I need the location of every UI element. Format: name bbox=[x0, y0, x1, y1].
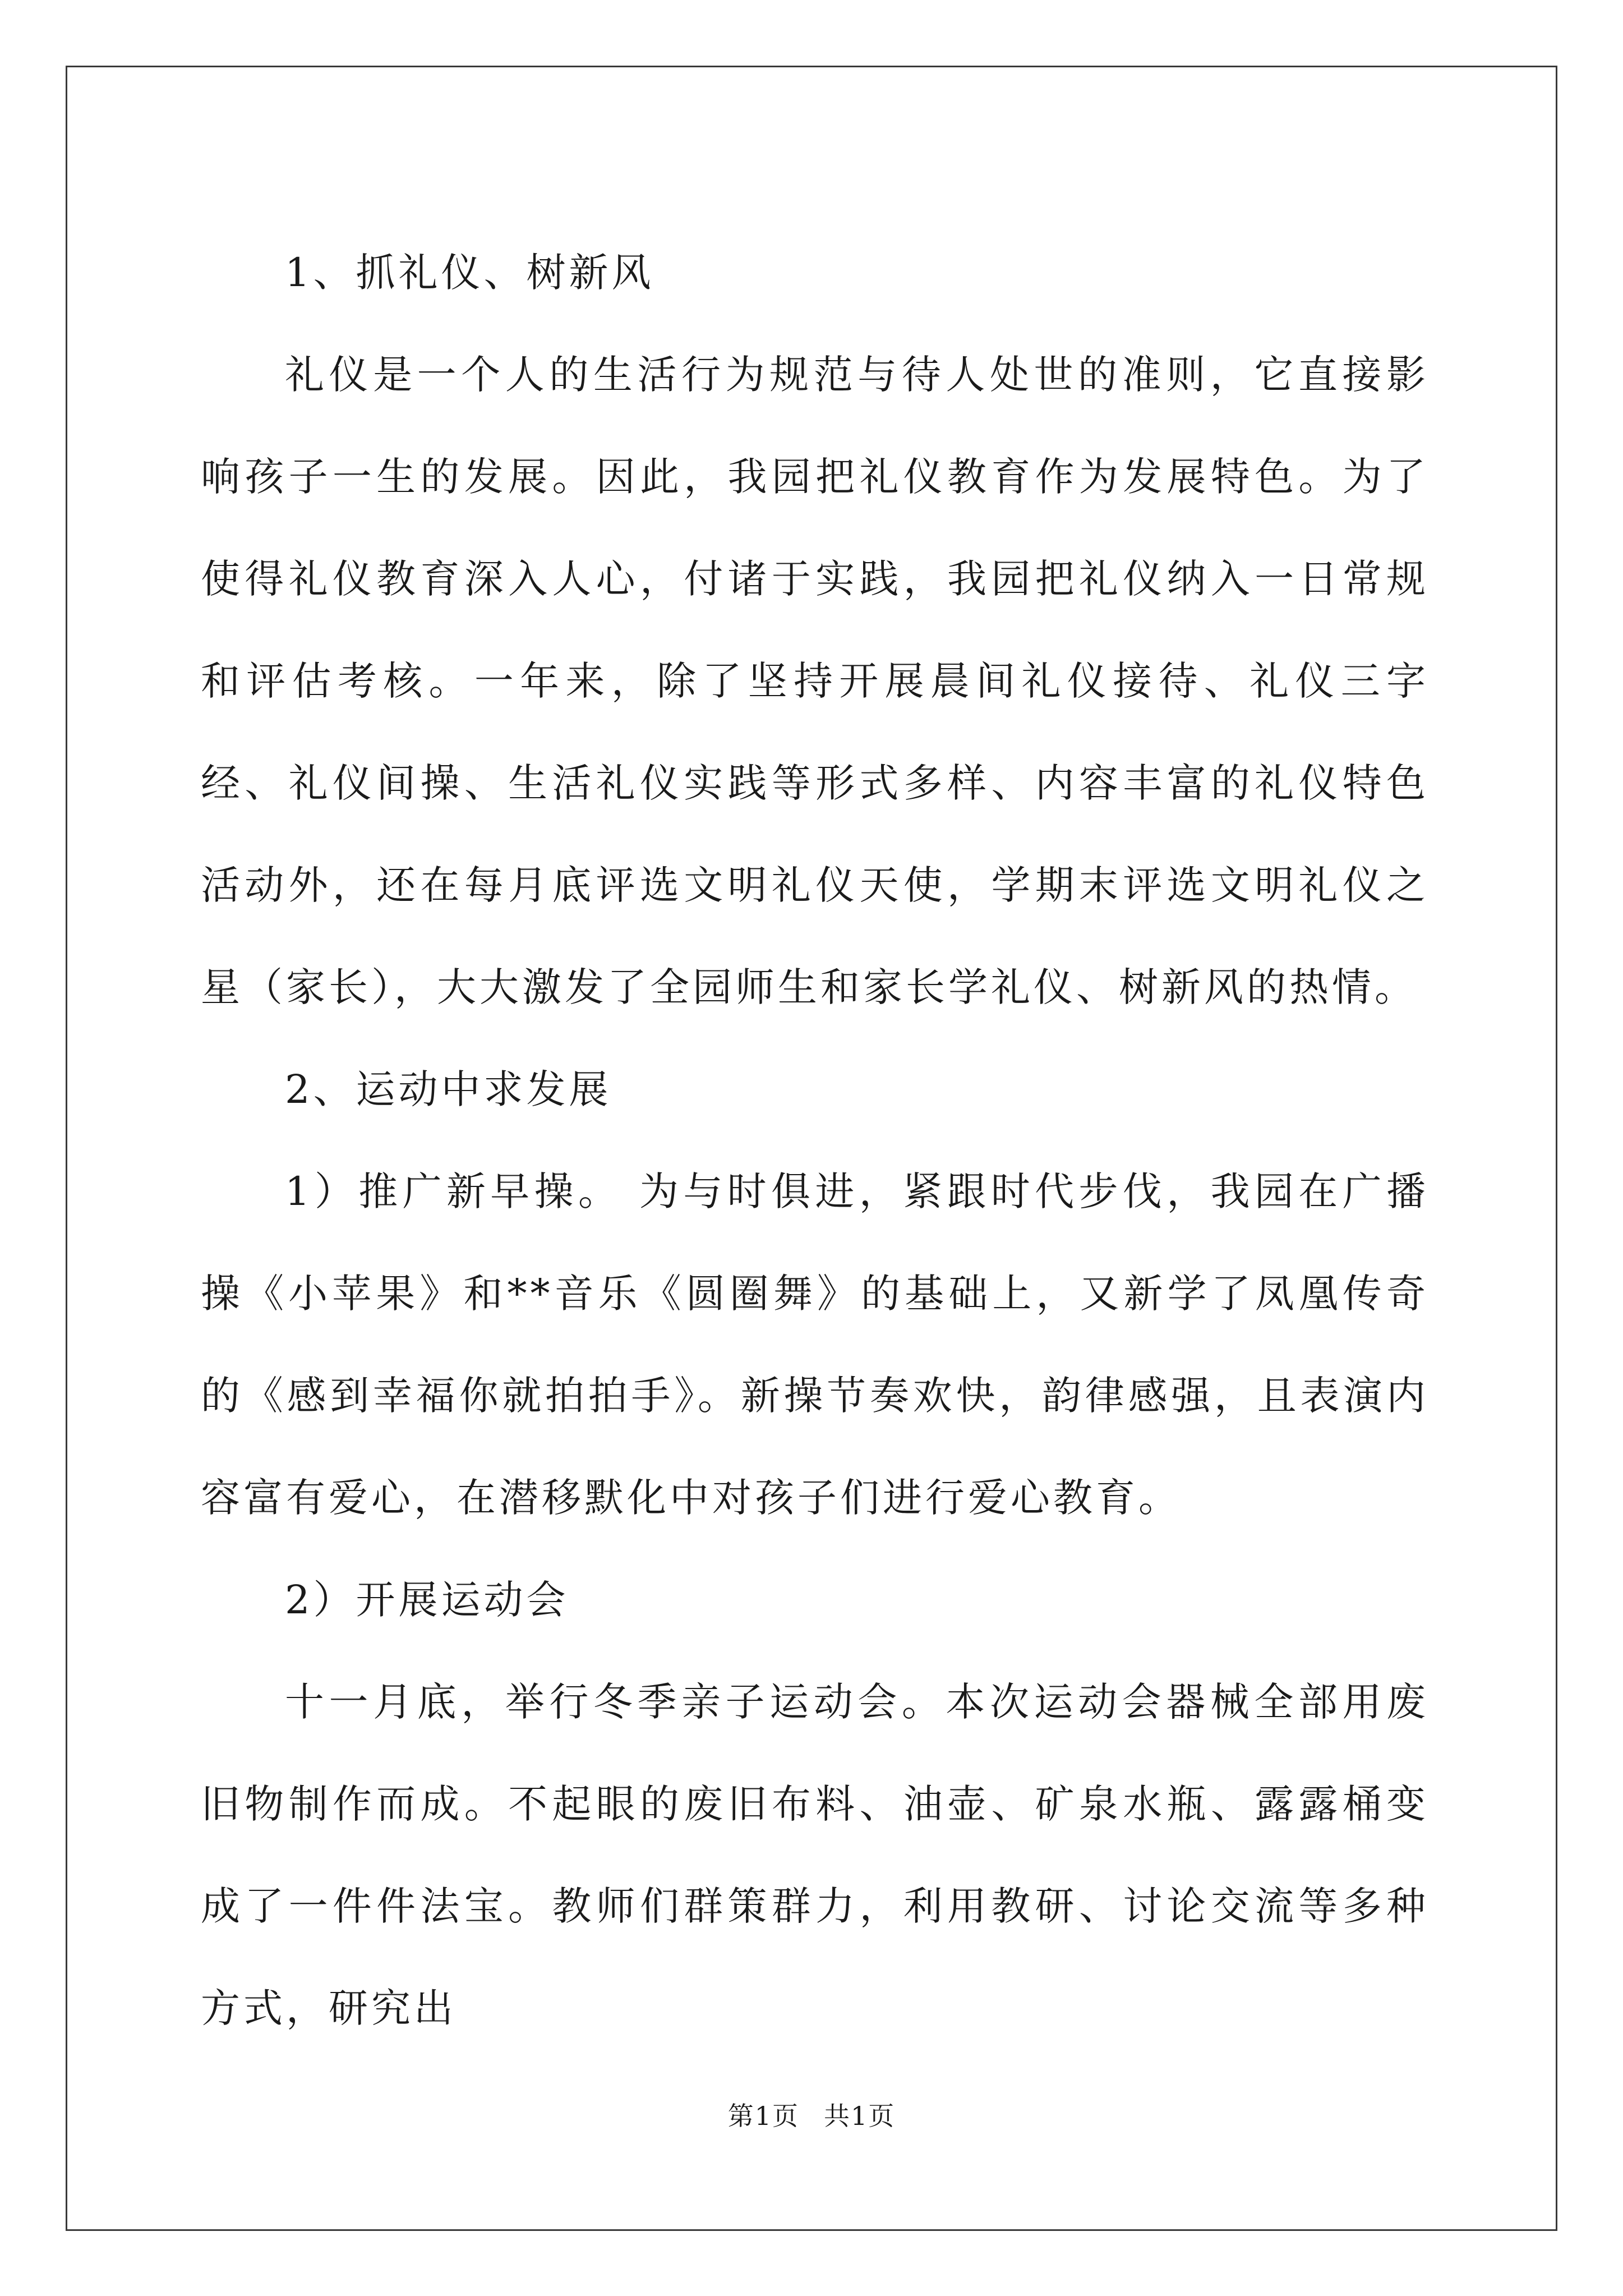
document-body bbox=[201, 222, 1429, 2059]
page-number: 第1页 bbox=[727, 2101, 799, 2131]
section-heading-etiquette: 1、抓礼仪、树新风 bbox=[285, 250, 654, 296]
paragraph-morning-exercise: 1）推广新早操。 为与时俱进，紧跟时代步伐，我园在广播操《小苹果》和**音乐《圆圈舞》的基础上，又新学了凤凰传奇的《感到幸福你就拍拍手》。新操节奏欢快，韵律感强，且表演内容富有爱心，在潜移默化中对孩子们进行爱心教育。 bbox=[201, 1168, 1429, 1521]
page-total: 共1页 bbox=[824, 2101, 896, 2131]
section-heading-sports: 2、运动中求发展 bbox=[285, 1066, 612, 1112]
paragraph-etiquette: 礼仪是一个人的生活行为规范与待人处世的准则，它直接影响孩子一生的发展。因此，我园把礼仪教育作为发展特色。为了使得礼仪教育深入人心，付诸于实践，我园把礼仪纳入一日常规和评估考核。一年来，除了坚持开展晨间礼仪接待、礼仪三字经、礼仪间操、生活礼仪实践等形式多样、内容丰富的礼仪特色活动外，还在每月底评选文明礼仪天使，学期末评选文明礼仪之星（家长），大大激发了全园师生和家长学礼仪、树新风的热情。 bbox=[201, 352, 1429, 1010]
paragraph-sports-meet: 十一月底，举行冬季亲子运动会。本次运动会器械全部用废旧物制作而成。不起眼的废旧布料、油壶、矿泉水瓶、露露桶变成了一件件法宝。教师们群策群力，利用教研、讨论交流等多种方式，研究出 bbox=[201, 1679, 1429, 2031]
page-footer bbox=[0, 2096, 1623, 2133]
subheading-sports-meet: 2）开展运动会 bbox=[285, 1577, 569, 1623]
